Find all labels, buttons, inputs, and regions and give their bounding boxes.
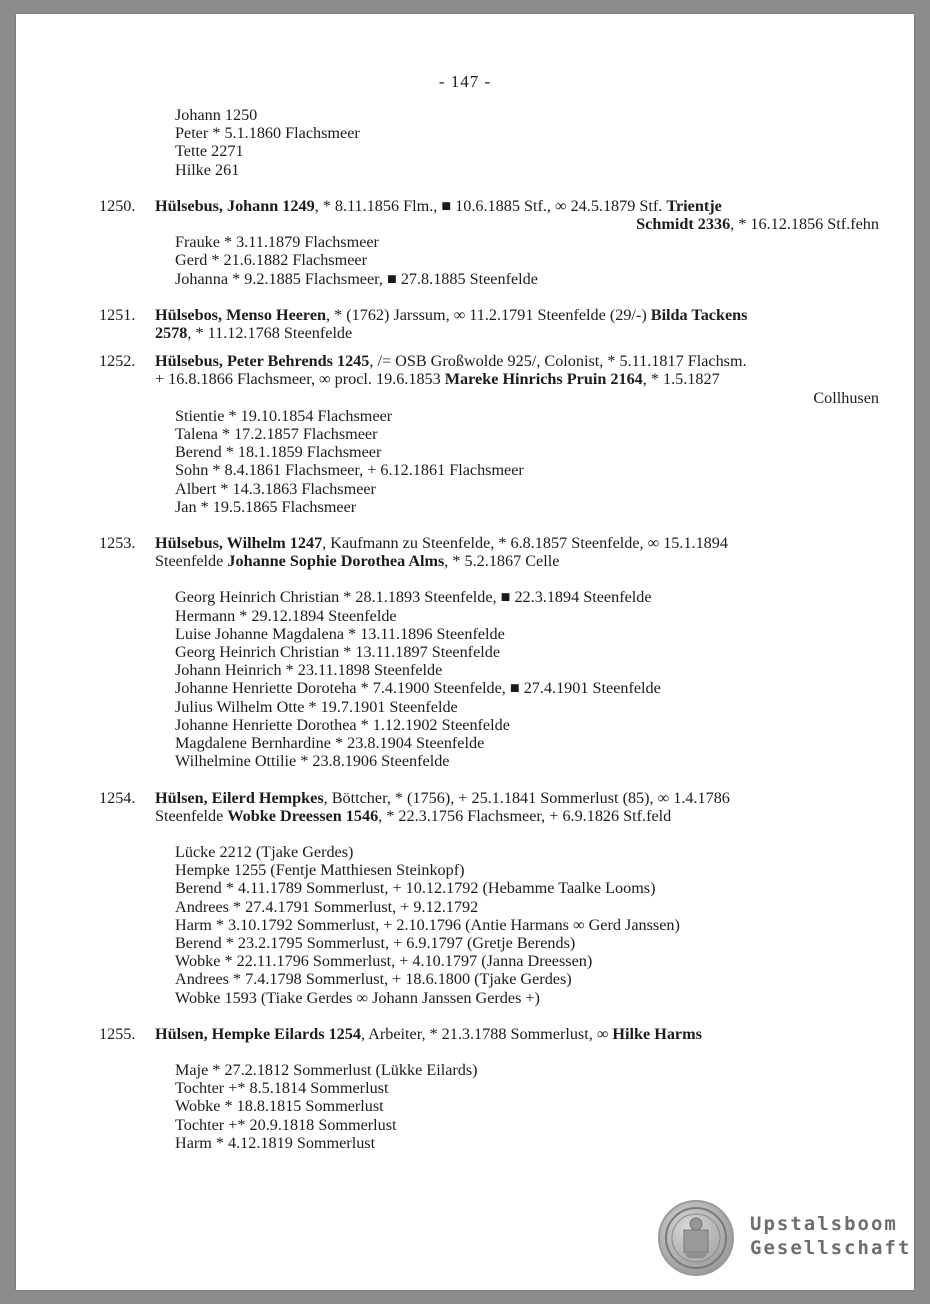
seal-icon (658, 1200, 734, 1276)
publisher-logo (658, 1200, 912, 1280)
child-line: Georg Heinrich Christian * 28.1.1893 Steenfelde, ■ 22.3.1894 Steenfelde (175, 588, 652, 607)
entry-1254 (99, 789, 879, 1007)
entry-details: , * (1762) Jarssum, ∞ 11.2.1791 Steenfelde (29/-) (326, 305, 651, 324)
child-line: Jan * 19.5.1865 Flachsmeer (175, 497, 357, 516)
child-line: Wobke 1593 (Tiake Gerdes ∞ Johann Janssen Gerdes +) (175, 988, 540, 1007)
child-line: Berend * 4.11.1789 Sommerlust, + 10.12.1792 (Hebamme Taalke Looms) (175, 879, 656, 898)
entry-name: Hülsebus, Peter Behrends 1245 (155, 352, 370, 371)
child-line: Harm * 4.12.1819 Sommerlust (175, 1133, 376, 1152)
spouse-name: Wobke Dreessen 1546 (227, 806, 379, 825)
child-line: Sohn * 8.4.1861 Flachsmeer, + 6.12.1861 Flachsmeer (175, 461, 524, 480)
spouse-name: Johanne Sophie Dorothea Alms (227, 552, 445, 571)
child-line: Hermann * 29.12.1894 Steenfelde (175, 606, 397, 625)
child-line: Johanne Henriette Doroteha * 7.4.1900 Steenfelde, ■ 27.4.1901 Steenfelde (175, 679, 661, 698)
child-line: Johanne Henriette Dorothea * 1.12.1902 Steenfelde (175, 715, 510, 734)
page-number: - 147 - (438, 72, 492, 91)
child-line: Julius Wilhelm Otte * 19.7.1901 Steenfelde (175, 697, 458, 716)
entry-1252 (99, 352, 879, 516)
entry-details: Steenfelde (155, 552, 228, 571)
spouse-name: Bilda Tackens (650, 305, 748, 324)
child-line: Wilhelmine Ottilie * 23.8.1906 Steenfelde (175, 752, 450, 771)
entry-details: , Arbeiter, * 21.3.1788 Sommerlust, ∞ (360, 1024, 613, 1043)
entry-details: , * 1.5.1827 (642, 370, 720, 389)
child-line: Gerd * 21.6.1882 Flachsmeer (175, 251, 367, 270)
entry-name: Hülsen, Eilerd Hempkes (155, 788, 324, 807)
child-line: Talena * 17.2.1857 Flachsmeer (175, 425, 378, 444)
page-content (99, 106, 879, 1152)
child-line: Maje * 27.2.1812 Sommerlust (Lükke Eilards) (175, 1060, 478, 1079)
entry-details: , * 5.2.1867 Celle (444, 552, 560, 571)
child-line: Hilke 261 (175, 160, 240, 179)
entry-number: 1252. (99, 352, 136, 371)
child-line: Johann Heinrich * 23.11.1898 Steenfelde (175, 661, 443, 680)
entry-details: , * 22.3.1756 Flachsmeer, + 6.9.1826 Stf.feld (378, 806, 672, 825)
entry-number: 1255. (99, 1024, 136, 1043)
entry-1250 (99, 197, 879, 288)
intro-children (99, 106, 879, 179)
entry-name: Hülsebus, Johann 1249 (155, 196, 315, 215)
child-line: Andrees * 27.4.1791 Sommerlust, + 9.12.1792 (175, 897, 479, 916)
entry-name: Hülsebus, Wilhelm 1247 (155, 534, 323, 553)
child-line: Lücke 2212 (Tjake Gerdes) (175, 842, 354, 861)
entry-name: Hülsebos, Menso Heeren (155, 305, 327, 324)
entry-details: Steenfelde (155, 806, 228, 825)
entry-number: 1253. (99, 534, 136, 553)
entry-details: , Böttcher, * (1756), + 25.1.1841 Sommerlust (85), ∞ 1.4.1786 (323, 788, 730, 807)
child-line: Luise Johanne Magdalena * 13.11.1896 Steenfelde (175, 624, 505, 643)
child-line: Albert * 14.3.1863 Flachsmeer (175, 479, 376, 498)
entry-details: , * 8.11.1856 Flm., ■ 10.6.1885 Stf., ∞ 24.5.1879 Stf. (314, 196, 667, 215)
child-line: Magdalene Bernhardine * 23.8.1904 Steenfelde (175, 734, 485, 753)
spouse-name: Schmidt 2336 (636, 215, 731, 234)
entry-number: 1251. (99, 305, 136, 324)
entry-details: , * 11.12.1768 Steenfelde (187, 324, 353, 343)
entry-details: + 16.8.1866 Flachsmeer, ∞ procl. 19.6.1853 (155, 370, 445, 389)
child-line: Georg Heinrich Christian * 13.11.1897 Steenfelde (175, 643, 501, 662)
child-line: Harm * 3.10.1792 Sommerlust, + 2.10.1796 (Antie Harmans ∞ Gerd Janssen) (175, 915, 680, 934)
spouse-name: Mareke Hinrichs Pruin 2164 (444, 370, 643, 389)
logo-text (750, 1212, 911, 1260)
entry-details: , /= OSB Großwolde 925/, Colonist, * 5.11.1817 Flachsm. (369, 352, 747, 371)
entry-name: Hülsen, Hempke Eilards 1254 (155, 1024, 361, 1043)
entry-1253 (99, 534, 879, 770)
entry-details: Collhusen (813, 388, 879, 407)
entry-details: , * 16.12.1856 Stf.fehn (730, 215, 879, 234)
spouse-number: 2578 (155, 324, 188, 343)
child-line: Johann 1250 (175, 106, 258, 124)
child-line: Wobke * 18.8.1815 Sommerlust (175, 1097, 384, 1116)
child-line: Wobke * 22.11.1796 Sommerlust, + 4.10.1797 (Janna Dreessen) (175, 952, 593, 971)
child-line: Tochter +* 20.9.1818 Sommerlust (175, 1115, 397, 1134)
child-line: Andrees * 7.4.1798 Sommerlust, + 18.6.1800 (Tjake Gerdes) (175, 970, 572, 989)
entry-number: 1254. (99, 788, 136, 807)
entry-details: , Kaufmann zu Steenfelde, * 6.8.1857 Steenfelde, ∞ 15.1.1894 (322, 534, 728, 553)
spouse-name: Hilke Harms (612, 1024, 702, 1043)
spouse-name: Trientje (666, 196, 722, 215)
logo-line-1: Upstalsboom (750, 1213, 898, 1235)
child-line: Johanna * 9.2.1885 Flachsmeer, ■ 27.8.1885 Steenfelde (175, 269, 538, 288)
child-line: Tette 2271 (175, 142, 244, 161)
child-line: Hempke 1255 (Fentje Matthiesen Steinkopf) (175, 861, 465, 880)
child-line: Tochter +* 8.5.1814 Sommerlust (175, 1079, 389, 1098)
entry-1251 (99, 306, 879, 342)
document-page (16, 14, 914, 1290)
child-line: Frauke * 3.11.1879 Flachsmeer (175, 233, 379, 252)
entry-1255 (99, 1025, 879, 1152)
child-line: Berend * 18.1.1859 Flachsmeer (175, 443, 382, 462)
child-line: Berend * 23.2.1795 Sommerlust, + 6.9.1797 (Gretje Berends) (175, 933, 576, 952)
child-line: Peter * 5.1.1860 Flachsmeer (175, 124, 360, 143)
logo-line-2: Gesellschaft (750, 1237, 912, 1259)
entry-number: 1250. (99, 196, 136, 215)
child-line: Stientie * 19.10.1854 Flachsmeer (175, 406, 393, 425)
